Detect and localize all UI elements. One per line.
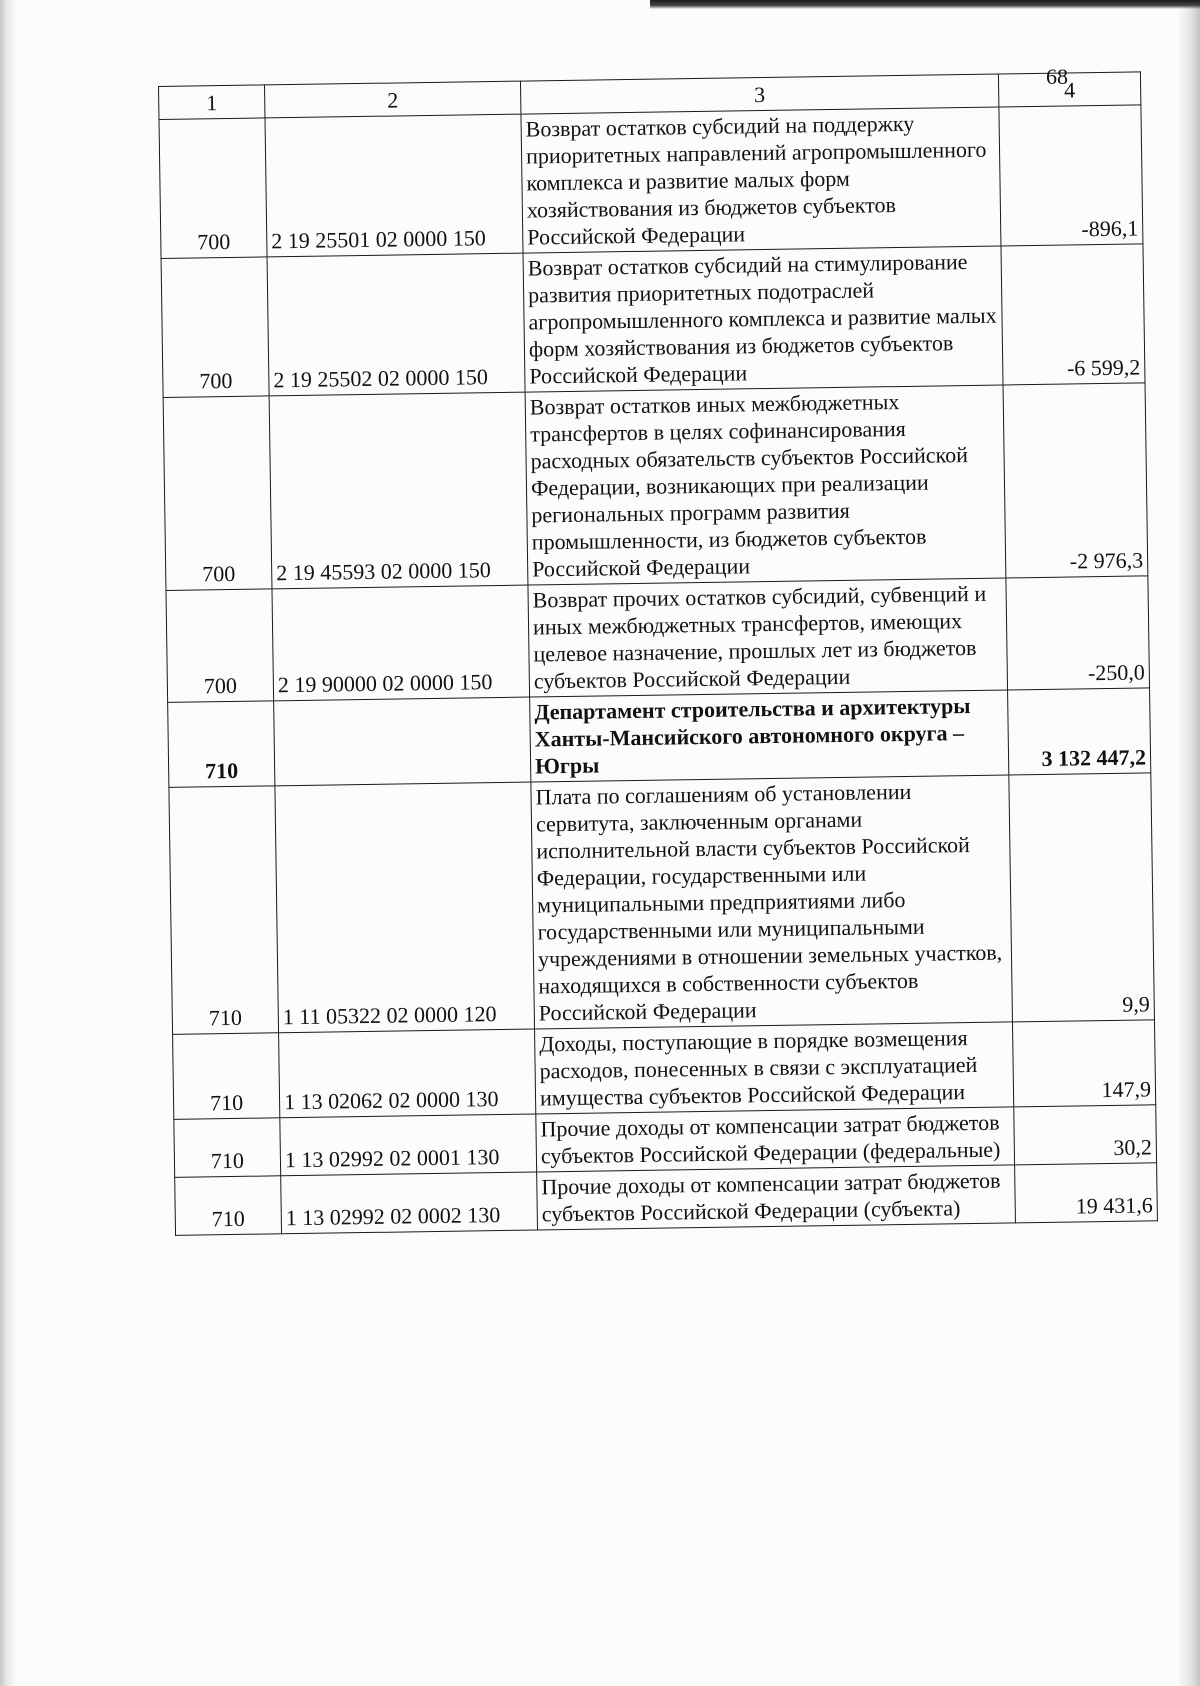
table-row bbox=[166, 576, 1150, 703]
page-number: 68 bbox=[1046, 64, 1068, 89]
header-cell-3: 3 bbox=[520, 74, 998, 114]
header-cell-4: 4 bbox=[998, 72, 1140, 107]
amount-cell: -250,0 bbox=[1006, 576, 1150, 690]
budget-code-cell: 2 19 25502 02 0000 150 bbox=[267, 253, 525, 396]
department-total-cell: 3 132 447,2 bbox=[1008, 688, 1151, 775]
table-row-department bbox=[168, 688, 1151, 788]
income-name-cell: Возврат остатков субсидий на стимулирование развития приоритетных подотраслей агропромышленного комплекса и развитие малых форм хозяйствования из бюджетов субъектов Российской Федерации bbox=[523, 246, 1003, 392]
budget-code-cell: 1 13 02992 02 0001 130 bbox=[280, 1114, 537, 1176]
table-row bbox=[173, 1020, 1156, 1120]
income-name-cell: Возврат остатков иных межбюджетных трансфертов в целях софинансирования расходных обязательств субъектов Российской Федерации, возникающих при реализации региональных программ развития промышленности, из бюджетов субъектов Российской Федерации bbox=[525, 385, 1006, 585]
admin-code-cell: 700 bbox=[159, 118, 267, 259]
income-name-cell: Прочие доходы от компенсации затрат бюджетов субъектов Российской Федерации (федеральные) bbox=[536, 1107, 1015, 1172]
budget-table bbox=[158, 71, 1158, 1235]
scan-shadow-left bbox=[0, 0, 16, 1686]
table-row bbox=[169, 773, 1155, 1035]
budget-code-cell: 1 11 05322 02 0000 120 bbox=[275, 782, 535, 1033]
amount-cell: 147,9 bbox=[1012, 1020, 1155, 1107]
amount-cell: 9,9 bbox=[1009, 773, 1155, 1022]
scan-edge-top bbox=[650, 0, 1200, 9]
admin-code-cell: 710 bbox=[173, 1033, 280, 1120]
table-row bbox=[159, 105, 1143, 259]
admin-code-cell: 700 bbox=[163, 396, 272, 591]
admin-code-cell: 700 bbox=[166, 589, 274, 703]
budget-code-cell: 1 13 02062 02 0000 130 bbox=[279, 1029, 536, 1118]
scan-shadow-right bbox=[1178, 0, 1200, 1686]
table-row bbox=[163, 383, 1148, 591]
table-row bbox=[161, 244, 1145, 398]
admin-code-cell: 710 bbox=[168, 701, 275, 788]
amount-cell: 19 431,6 bbox=[1015, 1163, 1158, 1223]
budget-code-cell bbox=[274, 697, 531, 786]
budget-code-cell: 2 19 25501 02 0000 150 bbox=[265, 114, 523, 257]
income-name-cell: Доходы, поступающие в порядке возмещения расходов, понесенных в связи с эксплуатацией имущества субъектов Российской Федерации bbox=[535, 1022, 1014, 1114]
budget-code-cell: 2 19 90000 02 0000 150 bbox=[272, 585, 530, 701]
header-cell-2: 2 bbox=[264, 81, 520, 118]
header-cell-1: 1 bbox=[159, 85, 265, 120]
budget-code-cell: 1 13 02992 02 0002 130 bbox=[281, 1172, 538, 1234]
income-name-cell: Возврат остатков субсидий на поддержку приоритетных направлений агропромышленного комплекса и развитие малых форм хозяйствования из бюджетов субъектов Российской Федерации bbox=[521, 107, 1001, 253]
admin-code-cell: 700 bbox=[161, 257, 269, 398]
admin-code-cell: 710 bbox=[175, 1176, 282, 1236]
budget-code-cell: 2 19 45593 02 0000 150 bbox=[269, 392, 528, 589]
amount-cell: 30,2 bbox=[1014, 1105, 1157, 1165]
income-name-cell: Возврат прочих остатков субсидий, субвенций и иных межбюджетных трансфертов, имеющих целевое назначение, прошлых лет из бюджетов субъектов Российской Федерации bbox=[528, 578, 1008, 697]
amount-cell: -6 599,2 bbox=[1001, 244, 1145, 385]
amount-cell: -896,1 bbox=[999, 105, 1143, 246]
department-name-cell: Департамент строительства и архитектуры Ханты-Мансийского автономного округа – Югры bbox=[530, 690, 1009, 782]
admin-code-cell: 710 bbox=[174, 1118, 281, 1178]
amount-cell: -2 976,3 bbox=[1003, 383, 1148, 578]
admin-code-cell: 710 bbox=[169, 786, 279, 1035]
income-name-cell: Плата по соглашениям об установлении сервитута, заключенным органами исполнительной власти субъектов Российской Федерации, государственными или муниципальными предприятиями либо государственными или муниципальными учреждениями в отношении земельных участков, находящихся в собственности субъектов Российской Федерации bbox=[531, 775, 1013, 1029]
income-name-cell: Прочие доходы от компенсации затрат бюджетов субъектов Российской Федерации (субъекта) bbox=[537, 1165, 1016, 1230]
